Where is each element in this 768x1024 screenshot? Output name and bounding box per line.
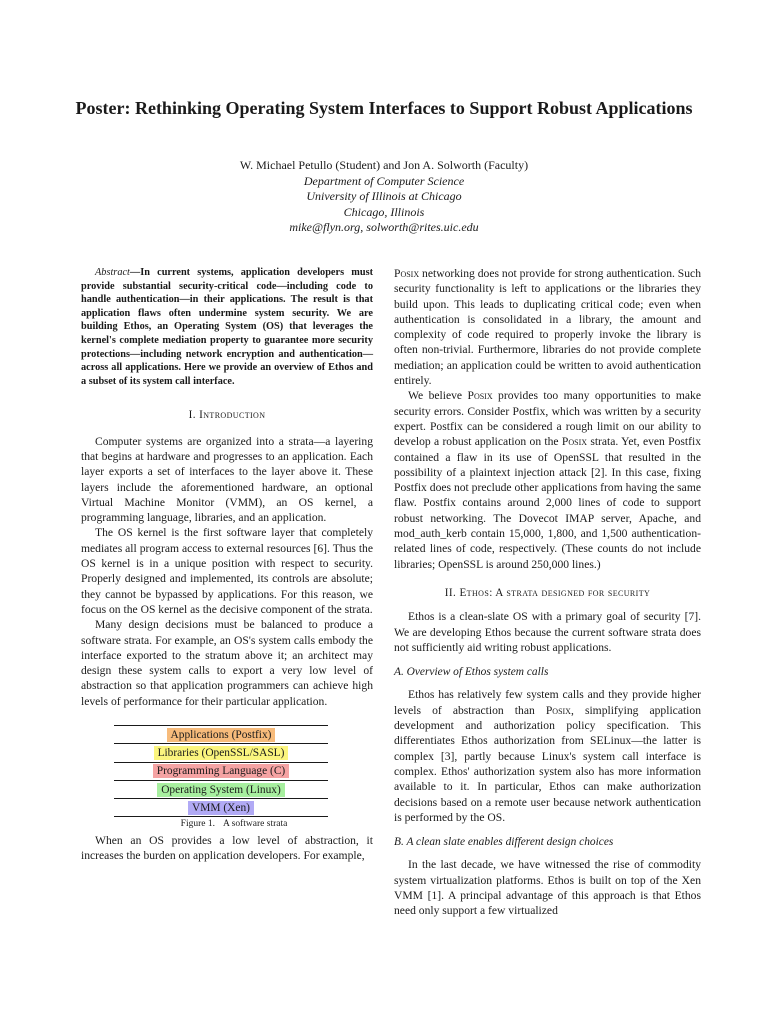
ethos-paragraph-3: In the last decade, we have witnessed the rise of commodity system virtualization platforms. Ethos is built on top of the Xen VMM [1]. A principal advantage of this approach is that Ethos need only support a few virtualized: [394, 858, 701, 918]
posix-term: Posix: [467, 389, 493, 403]
author-block: [0, 158, 768, 236]
right-column: [394, 266, 701, 919]
paragraph-text: , simplifying application development and authorization policy specification. This differentiates Ethos authorization from SELinux—the latter is complex [3], partly because Linux's system call interface is complex. Ethos' authorization system also has more information available to it. In particular, Ethos can make authorization decisions based on a remote user because network authentication is performed by the OS.: [394, 703, 701, 824]
paragraph-text: Ethos has relatively few system calls and they provide higher levels of abstraction than: [394, 688, 701, 717]
abstract-label: Abstract: [95, 267, 130, 278]
posix-term: Posix: [545, 703, 571, 717]
section-number: II.: [444, 586, 457, 599]
section-number: I.: [188, 409, 196, 422]
paragraph-text: provides too many opportunities to make security errors. Consider Postfix, which was written by a security expert. Postfix can be considered a rough limit on our ability to develop a robust application on the: [394, 389, 701, 449]
ethos-paragraph-1: Ethos is a clean-slate OS with a primary goal of security [7]. We are developing Ethos because the current software strata does not sufficiently aid writing robust applications.: [394, 610, 701, 654]
abstract-text: —In current systems, application developers must provide substantial security-critical code—including code to handle authentication—in their applications. The result is that application flaws often undermine system security. We are building Ethos, an Operating System (OS) that leverages the kernel's complete mediation property to guarantee more security protections—including network encryption and authentication—across all applications. Here we provide an overview of Ethos and a subset of its system call interface.: [81, 267, 373, 387]
left-column: [81, 266, 373, 863]
strata-layer-language: [114, 763, 328, 781]
intro-paragraph-1: Computer systems are organized into a strata—a layering that begins at hardware and progresses to an application. Each layer exports a set of interfaces to the layer above it. These layers include the aforementioned hardware, an optional Virtual Machine Monitor (VMM), an OS kernel, a programming language, libraries, and an application.: [81, 434, 373, 525]
intro-paragraph-4: When an OS provides a low level of abstraction, it increases the burden on application developers. For example,: [81, 833, 373, 863]
author-university: University of Illinois at Chicago: [306, 189, 462, 203]
figure-caption-number: Figure 1.: [180, 819, 215, 830]
figure-caption: [81, 817, 373, 832]
author-names: W. Michael Petullo (Student) and Jon A. Solworth (Faculty): [239, 158, 529, 172]
strata-layer-label: Applications (Postfix): [167, 728, 276, 742]
subsection-heading-b: B. A clean slate enables different design choices: [394, 836, 614, 849]
software-strata-figure: [114, 725, 328, 817]
paragraph-text: networking does not provide for strong authentication. Such security functionality is left to applications or the libraries they build upon. This leads to duplicating critical code; even when authentication is consolidated in a library, the amount and complexity of code required to properly invoke the library is often non-trivial. Furthermore, libraries do not provide complete mediation; an application could be written to avoid authentication entirely.: [394, 267, 701, 388]
paragraph-text: We believe: [408, 389, 468, 403]
section-heading-introduction: [81, 408, 373, 423]
section-title-ethos: Ethos: [459, 586, 490, 599]
section-title: Introduction: [199, 409, 266, 422]
paper-title: Poster: Rethinking Operating System Interfaces to Support Robust Applications: [75, 98, 693, 118]
strata-layer-label: Libraries (OpenSSL/SASL): [154, 746, 289, 760]
intro-paragraph-2: The OS kernel is the first software layer that completely mediates all program access to external resources [6]. Thus the OS kernel is in a unique position with respect to security. Properly designed and implemented, its controls are absolute; they cannot be bypassed by applications. For this reason, we focus on the OS kernel as the decisive component of the strata.: [81, 526, 373, 616]
posix-term: Posix: [394, 267, 420, 280]
abstract: [81, 266, 373, 388]
intro-paragraph-3: Many design decisions must be balanced to produce a software strata. For example, an OS's system calls embody the interface exported to the stratum above it; an architect may design these system calls to export a very low level of abstraction so that application programmers can achieve high levels of performance for their particular application.: [81, 618, 373, 708]
ethos-paragraph-2: [394, 687, 701, 825]
right-paragraph-2: [394, 388, 701, 572]
strata-layer-vmm: [114, 799, 328, 817]
strata-layer-libraries: [114, 744, 328, 762]
paragraph-text: strata. Yet, even Postfix contained a flaw in its use of OpenSSL that resulted in the possibility of a plaintext injection attack [2]. In this case, fixing Postfix does not preclude other applications from having the same flaw. Postfix contains around 2,000 lines of code to support robust networking. The Dovecot IMAP server, Apache, and mod_auth_kerb contain 15,000, 1,800, and 1,500 authentication-related lines of code, respectively. (These counts do not include libraries; OpenSSL is around 250,000 lines.): [394, 435, 701, 571]
author-department: Department of Computer Science: [303, 173, 465, 188]
strata-layer-applications: [114, 726, 328, 744]
right-paragraph-1: [394, 266, 701, 388]
posix-term: Posix: [561, 435, 588, 449]
strata-layer-label: Operating System (Linux): [157, 783, 285, 797]
figure-caption-text: A software strata: [222, 819, 288, 830]
section-heading-ethos: [394, 586, 701, 601]
strata-layer-label: VMM (Xen): [188, 801, 254, 815]
strata-layer-label: Programming Language (C): [153, 764, 289, 778]
author-location: Chicago, Illinois: [343, 204, 425, 219]
author-emails: mike@flyn.org, solworth@rites.uic.edu: [289, 220, 479, 234]
subsection-heading-a: A. Overview of Ethos system calls: [394, 666, 549, 679]
strata-layer-os: [114, 781, 328, 799]
section-title: : A strata designed for security: [489, 586, 651, 599]
